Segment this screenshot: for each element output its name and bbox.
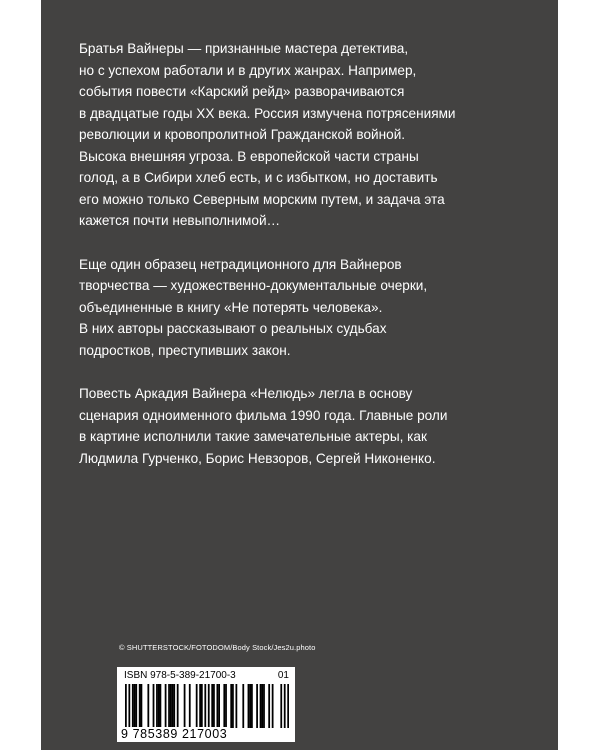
barcode-bar bbox=[211, 684, 213, 728]
barcode-bar bbox=[147, 684, 149, 728]
barcode-bar bbox=[263, 684, 265, 728]
barcode-bar bbox=[135, 684, 137, 728]
blurb-text bbox=[79, 38, 519, 491]
barcode-bar bbox=[248, 684, 250, 728]
barcode-bar bbox=[168, 684, 170, 728]
barcode-bar bbox=[199, 684, 201, 728]
barcode-bar bbox=[132, 684, 134, 728]
paragraph-1 bbox=[79, 38, 519, 232]
paragraph-line: объединенные в книгу «Не потерять человека». bbox=[79, 299, 383, 315]
barcode-bar bbox=[218, 684, 220, 728]
barcode-bar bbox=[249, 684, 251, 728]
paragraph-line: в картине исполнили такие замечательные актеры, как bbox=[79, 429, 427, 444]
photo-credit: © SHUTTERSTOCK/FOTODOM/Body Stock/Jes2u.photo bbox=[119, 643, 316, 652]
barcode-bar bbox=[134, 684, 136, 728]
barcode-bars bbox=[125, 684, 289, 728]
barcode-bar bbox=[172, 684, 174, 728]
paragraph-line: голод, а в Сибири хлеб есть, и с избытком, но доставить bbox=[79, 170, 438, 185]
barcode-bar bbox=[160, 684, 162, 728]
barcode-bar bbox=[230, 684, 232, 728]
barcode-bar bbox=[272, 684, 274, 728]
barcode-bar bbox=[280, 684, 282, 728]
paragraph-line: события повести «Карский рейд» разворачиваются bbox=[79, 84, 405, 99]
paragraph-line: В них авторы рассказывают о реальных судьбах bbox=[79, 321, 387, 336]
barcode-bar bbox=[196, 684, 198, 728]
barcode-bar bbox=[125, 684, 127, 728]
barcode-bar bbox=[139, 684, 141, 728]
paragraph-line: Повесть Аркадия Вайнера «Нелюдь» легла в основу bbox=[79, 386, 413, 401]
barcode-bar bbox=[287, 684, 289, 728]
barcode-bar bbox=[156, 684, 158, 728]
barcode-bar bbox=[251, 684, 253, 728]
paragraph-line: Людмила Гурченко, Борис Невзоров, Сергей Никоненко. bbox=[79, 450, 436, 466]
paragraph-2 bbox=[79, 254, 519, 362]
paragraph-line: Еще один образец нетрадиционного для Вайнеров bbox=[79, 256, 402, 272]
barcode-panel bbox=[117, 667, 295, 742]
barcode-bar bbox=[242, 684, 244, 728]
barcode-bar bbox=[256, 684, 258, 728]
barcode-bar bbox=[204, 684, 206, 728]
barcode-bar bbox=[225, 684, 227, 728]
isbn-label: ISBN 978-5-389-21700-3 bbox=[124, 670, 236, 681]
barcode-bar bbox=[153, 684, 155, 728]
barcode-bar bbox=[128, 684, 130, 728]
paragraph-line: творчества — художественно-документальные очерки, bbox=[79, 278, 428, 293]
paragraph-line: сценария одноименного фильма 1990 года. Главные роли bbox=[79, 407, 448, 423]
barcode-bar bbox=[268, 684, 270, 728]
barcode-bar bbox=[170, 684, 172, 728]
barcode-bar bbox=[216, 684, 218, 728]
barcode-bar bbox=[173, 684, 175, 728]
paragraph-line: но с успехом работали и в других жанрах. Например, bbox=[79, 62, 417, 78]
barcode-bar bbox=[235, 684, 237, 728]
barcode-bar bbox=[177, 684, 179, 728]
paragraph-line: его можно только Северным морским путем, и задача эта bbox=[79, 191, 445, 207]
barcode-bar bbox=[189, 684, 191, 728]
paragraph-line: революции и кровопролитной Гражданской войной. bbox=[79, 127, 406, 142]
barcode-bar bbox=[141, 684, 143, 728]
paragraph-line: Братья Вайнеры — признанные мастера детектива, bbox=[79, 41, 409, 56]
barcode-bar bbox=[260, 684, 262, 728]
paragraph-3 bbox=[79, 383, 519, 469]
barcode-bar bbox=[208, 684, 210, 728]
barcode-bar bbox=[158, 684, 160, 728]
paragraph-line: подростков, преступивших закон. bbox=[79, 342, 291, 358]
barcode-addon: 01 bbox=[277, 670, 289, 681]
barcode-bar bbox=[232, 684, 234, 728]
barcode-bar bbox=[201, 684, 203, 728]
barcode-bar bbox=[223, 684, 225, 728]
ean-digits: 9 785389 217003 bbox=[121, 727, 228, 741]
paragraph-line: Высока внешняя угроза. В европейской части страны bbox=[79, 148, 419, 164]
paragraph-line: кажется почти невыполнимой… bbox=[79, 213, 281, 228]
barcode-bar bbox=[213, 684, 215, 728]
barcode-bar bbox=[261, 684, 263, 728]
paragraph-line: в двадцатые годы XX века. Россия измучена потрясениями bbox=[79, 105, 456, 121]
barcode-bar bbox=[184, 684, 186, 728]
barcode-bar bbox=[284, 684, 286, 728]
barcode-bar bbox=[165, 684, 167, 728]
